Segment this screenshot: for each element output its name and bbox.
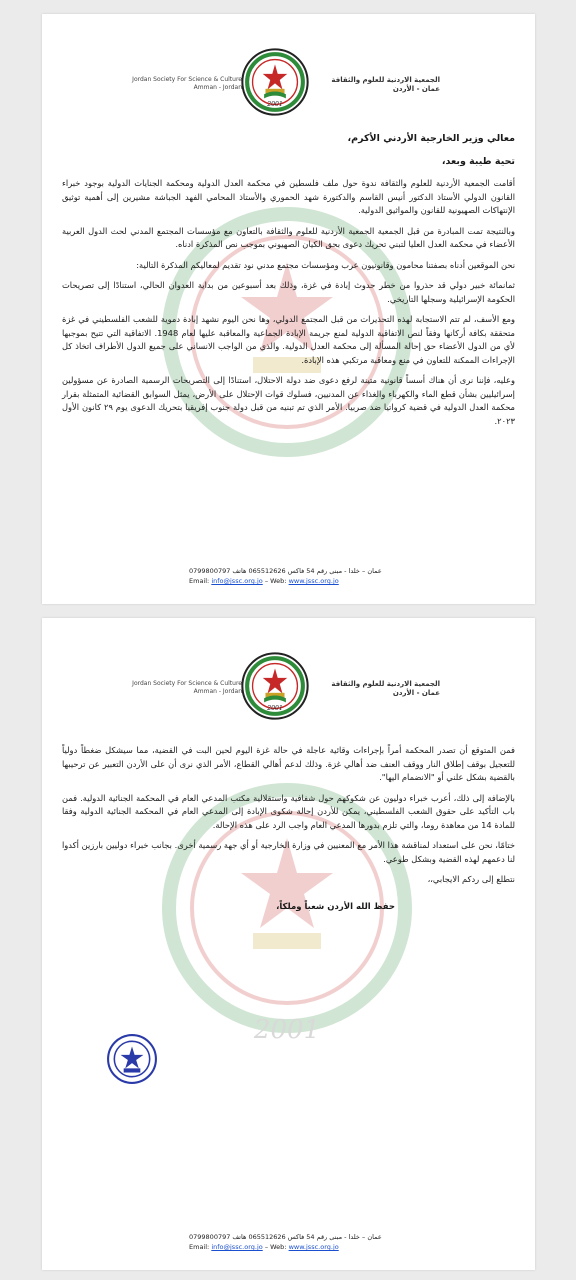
paragraph: ختامًا، نحن على استعداد لمناقشة هذا الأمر مع المعنيين في وزارة الخارجية أو أي جهة رسمية أخرى. بجانب خبراء دوليين بارزين أكدوا لنا دعمهم لهذه القضية وبشكل طوعي. [62, 840, 515, 864]
web-label: – Web: [264, 577, 287, 585]
email-label: Email: [189, 577, 210, 585]
org-location-en: Amman - Jordan [193, 688, 242, 695]
letterhead [42, 32, 535, 110]
org-name-ar-line: الجمعية الاردنية للعلوم والثقافة [331, 76, 440, 84]
letter-body-1 [62, 132, 515, 435]
paragraph: وعليه، فإننا نرى أن هناك أسساً قانونية متينة لرفع دعوى ضد دولة الاحتلال، استنادًا إلى التصريحات الرسمية الصادرة عن مسؤولين إسرائيليين بشأن قطع الماء والكهرباء والغذاء عن المدنيين، فسلوك قوات الإحتلال على الأرض، يمثل السوابق القضائية المتمثلة بقرار محكمة العدل الدولية في قضية كرواتيا ضد صربيا. الأمر الذي تم تبنيه من قبل دولة جنوب إفريقيا بتحريك الدعوى يوم ٢٩ كانون الأول ٢٠٢٣. [62, 375, 515, 426]
paragraph: بالإضافة إلى ذلك، أعرب خبراء دوليون عن شكوكهم حول شفافية واستقلالية مكتب المدعي العام في المحكمة الجنائية الدولية. فمن باب التأكيد على حقوق الشعب الفلسطيني، يمكن للأردن إحالة شكوى الإبادة إلى المدعي العام في المحكمة الجنائية الدولية وفقا للمادة 14 من معاهدة روما، والتي تلزم بدورها المدعي العام واجب الرد على هذه الإحالة. [62, 792, 515, 830]
web-link[interactable]: www.jssc.org.jo [288, 1243, 339, 1251]
org-name-ar-line: الجمعية الاردنية للعلوم والثقافة [331, 680, 440, 688]
org-location-ar: عمان - الأردن [392, 689, 440, 697]
paragraph: نحن الموقعين أدناه بصفتنا محامون وقانونيون عرب ومؤسسات مجتمع مدني نود تقديم لمعاليكم المذكرة التالية: [136, 259, 515, 270]
org-name-english [132, 76, 242, 92]
footer-address: عمان – خلدا - مبنى رقم 54 فاكس 065512626 هاتف 0799800797 [189, 1233, 382, 1241]
org-name-arabic [320, 680, 440, 698]
logo-year: 2001 [267, 100, 283, 108]
paragraph: وبالنتيجة تمت المبادرة من قبل الجمعية الجمعية الأردنية للعلوم والثقافة بالتعاون مع مؤسسات المجتمع المدني لحث الدول العربية الأعضاء في محكمة العدل العليا لتبني تحريك دعوى بحق الكيان الصهيوني بموجب نص المذكرة ادناه. [62, 225, 515, 249]
footer-address: عمان – خلدا - مبنى رقم 54 فاكس 065512626 هاتف 0799800797 [189, 567, 382, 575]
logo-year: 2001 [267, 704, 283, 712]
letterhead [42, 636, 535, 714]
greeting: تحية طيبة وبعد، [441, 155, 515, 167]
org-name-en-line: Jordan Society For Science & Culture [132, 76, 242, 83]
paragraph: فمن المتوقع أن تصدر المحكمة أمراً بإجراءات وقائية عاجلة في حالة غزة اليوم لحين البت في القضية، مما سيشكل ضغطاً دولياً للتعجيل بوقف إطلاق النار ووقف العنف ضد أهالي غزة. وذلك لدعم أهالي القطاع، الأمر الذي نرى أن على الأردن التعبير عن ترحيبها بالقضية بشكل علني أو "الانضمام اليها". [62, 745, 515, 782]
email-link[interactable]: info@jssc.org.jo [211, 577, 263, 585]
web-link[interactable]: www.jssc.org.jo [288, 577, 339, 585]
letter-page-1 [42, 14, 535, 604]
org-location-ar: عمان - الأردن [392, 85, 440, 93]
web-label: – Web: [264, 1243, 287, 1251]
official-stamp [106, 1033, 158, 1085]
footer-contact [189, 1242, 389, 1252]
letter-body-2 [62, 744, 515, 921]
org-name-en-line: Jordan Society For Science & Culture [132, 680, 242, 687]
closing-line: حفظ الله الأردن شعباً وملكاً، [276, 901, 395, 912]
org-location-en: Amman - Jordan [193, 84, 242, 91]
paragraph: أقامت الجمعية الأردنية للعلوم والثقافة ندوة حول ملف فلسطين في محكمة العدل الدولية ومحكمة الجنايات الدولية بوجود خبراء القانون الدولي الأستاذ الدكتور أنيس القاسم والدكتورة شهد الحموري والأستاذ المحامي الفهد الجباشة مشيرين إلى أهمية توثيق الإنتهاكات الصهيونية للقانون والمواثيق الدولية. [62, 178, 515, 215]
letter-footer [189, 566, 389, 586]
org-name-arabic [320, 76, 440, 94]
paragraph: نتطلع إلى ردكم الايجابي،، [427, 874, 515, 884]
email-label: Email: [189, 1243, 210, 1251]
salutation: معالي وزير الخارجية الأردني الأكرم، [347, 133, 515, 144]
paragraph: ومع الأسف، لم تتم الاستجابة لهذه التحذيرات من قبل المجتمع الدولي، وها نحن اليوم نشهد إبادة دموية للشعب الفلسطيني في غزة متحققة بكافة أركانها وفقاً لنص الاتفاقية الدولية لمنع جريمة الإبادة الجماعية والمعاقبة عليها لعام 1948. الاتفاقية التي تتيح بموجبها لأي من الدول الأعضاء حق إحالة المسألة إلى محكمة العدل الدولية. والذي من الواجب الانساني على جميع الدول الأطراف اتخاذ كل الإجراءات الممكنة للتعاون في منع ومعاقبة مرتكبي هذه الإبادة. [62, 314, 515, 365]
letter-footer [189, 1232, 389, 1252]
watermark-year: 2001 [253, 1015, 321, 1045]
org-name-english [132, 680, 242, 696]
email-link[interactable]: info@jssc.org.jo [211, 1243, 263, 1251]
society-logo [241, 652, 309, 720]
footer-contact [189, 576, 389, 586]
paragraph: ثمانمائة خبير دولي قد حذروا من خطر حدوث إبادة في غزة، وذلك بعد أسبوعين من بداية العدوان الحالي، استنادًا إلى تصريحات الحكومة الإسرائيلية وسجلها التاريخي. [62, 280, 515, 304]
letter-page-2 [42, 618, 535, 1270]
society-logo [241, 48, 309, 116]
